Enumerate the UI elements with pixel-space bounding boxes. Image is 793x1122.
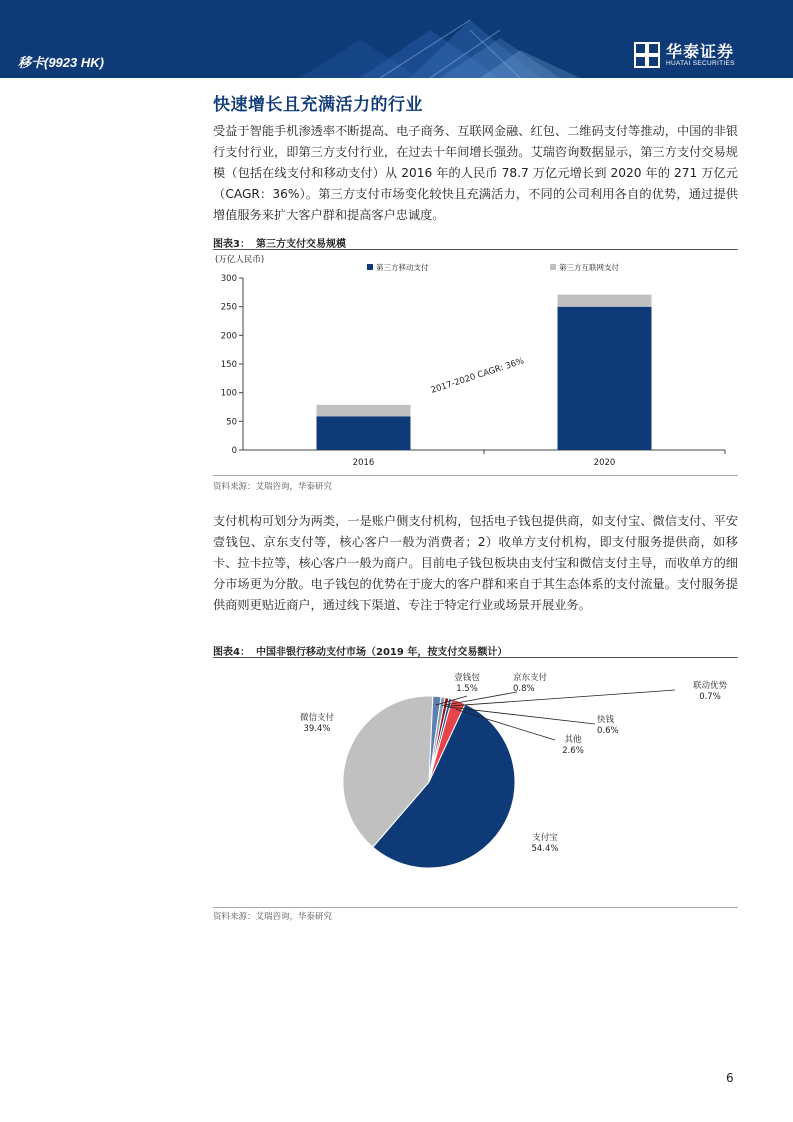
pie-slice-name: 其他 xyxy=(564,735,582,745)
pie-slice-name: 支付宝 xyxy=(532,833,558,843)
page-header xyxy=(0,0,793,78)
figure4-bottom-rule xyxy=(213,907,738,908)
pie-slice-name: 联动优势 xyxy=(692,681,728,691)
pie-slice-name: 快钱 xyxy=(597,715,615,725)
paragraph-payment-types: 支付机构可划分为两类，一是账户侧支付机构，包括电子钱包提供商，如支付宝、微信支付、平安壹钱包、京东支付等，核心客户一般为消费者；2）收单方支付机构，即支付服务提供商，如移卡、拉卡拉等，核心客户一般为商户。目前电子钱包板块由支付宝和微信支付主导，而收单方的细分市场更为分散。电子钱包的优势在于庞大的客户群和来自于其生态体系的支付流量。支付服务提供商则更贴近商户，通过线下渠道、专注于特定行业或场景开展业务。 xyxy=(213,514,738,612)
pie-slice-name: 京东支付 xyxy=(513,673,548,683)
page-number: 6 xyxy=(726,1071,734,1085)
pie-slice-value: 0.7% xyxy=(699,692,721,702)
logo-text-en: HUATAI SECURITIES xyxy=(666,60,735,67)
figure4-label: 图表4： xyxy=(213,647,250,658)
figure4-top-rule xyxy=(213,657,738,658)
y-tick-label: 150 xyxy=(220,360,237,370)
legend-swatch xyxy=(367,264,373,270)
figure4-source: 资料来源：艾瑞咨询，华泰研究 xyxy=(213,912,333,922)
x-tick-label: 2016 xyxy=(352,458,375,468)
figure4-caption: 中国非银行移动支付市场（2019 年，按支付交易额计） xyxy=(256,647,508,658)
pie-slice-value: 0.6% xyxy=(597,726,619,736)
y-tick-label: 200 xyxy=(220,331,237,342)
pie-leader-line xyxy=(445,690,675,706)
y-tick-label: 100 xyxy=(220,388,237,399)
pie-slice-name: 壹钱包 xyxy=(454,673,480,683)
pie-slice-value: 2.6% xyxy=(562,746,584,756)
y-tick-label: 0 xyxy=(231,446,237,456)
section-title: 快速增长且充满活力的行业 xyxy=(213,95,423,115)
cagr-annotation: 2017-2020 CAGR: 36% xyxy=(429,356,526,396)
logo-mark-icon xyxy=(634,42,660,68)
legend-swatch xyxy=(550,264,556,270)
figure3-label: 图表3： xyxy=(213,239,250,250)
y-tick-label: 250 xyxy=(220,302,237,313)
pie-slice-value: 1.5% xyxy=(456,684,478,694)
pie-chart xyxy=(205,660,745,900)
stock-ticker: 移卡(9923 HK) xyxy=(18,55,104,70)
y-axis-title: (万亿人民币) xyxy=(215,255,265,265)
paragraph-intro: 受益于智能手机渗透率不断提高、电子商务、互联网金融、红包、二维码支付等推动，中国的非银行支付行业，即第三方支付行业，在过去十年间增长强劲。艾瑞咨询数据显示，第三方支付交易规模（包括在线支付和移动支付）从 2016 年的人民币 78.7 万亿元增长到 2020 年的 271 万亿元（CAGR：36%）。第三方支付市场变化较快且充满活力，不同的公司利用各自的优势，通过提供增值服务来扩大客户群和提高客户忠诚度。 xyxy=(213,124,738,222)
pie-slice-value: 54.4% xyxy=(531,844,559,854)
bar-chart xyxy=(205,250,745,475)
bar-segment xyxy=(317,405,411,416)
x-tick-label: 2020 xyxy=(593,458,616,468)
pie-slice-value: 39.4% xyxy=(303,724,331,734)
legend-label: 第三方互联网支付 xyxy=(559,263,619,272)
figure4-title xyxy=(213,643,507,658)
bar-segment xyxy=(317,416,411,450)
bar-segment xyxy=(558,307,652,450)
figure3-source: 资料来源：艾瑞咨询，华泰研究 xyxy=(213,482,333,492)
pie-slice-name: 微信支付 xyxy=(299,713,335,723)
figure3-title xyxy=(213,235,346,250)
legend-label: 第三方移动支付 xyxy=(376,263,429,272)
y-tick-label: 50 xyxy=(226,417,237,428)
y-tick-label: 300 xyxy=(220,274,237,284)
pie-slice-value: 0.8% xyxy=(513,684,535,694)
figure3-caption: 第三方支付交易规模 xyxy=(256,239,346,250)
logo-text-cn: 华泰证券 xyxy=(666,42,735,61)
figure3-bottom-rule xyxy=(213,475,738,476)
huatai-logo xyxy=(634,38,744,72)
bar-segment xyxy=(558,295,652,307)
